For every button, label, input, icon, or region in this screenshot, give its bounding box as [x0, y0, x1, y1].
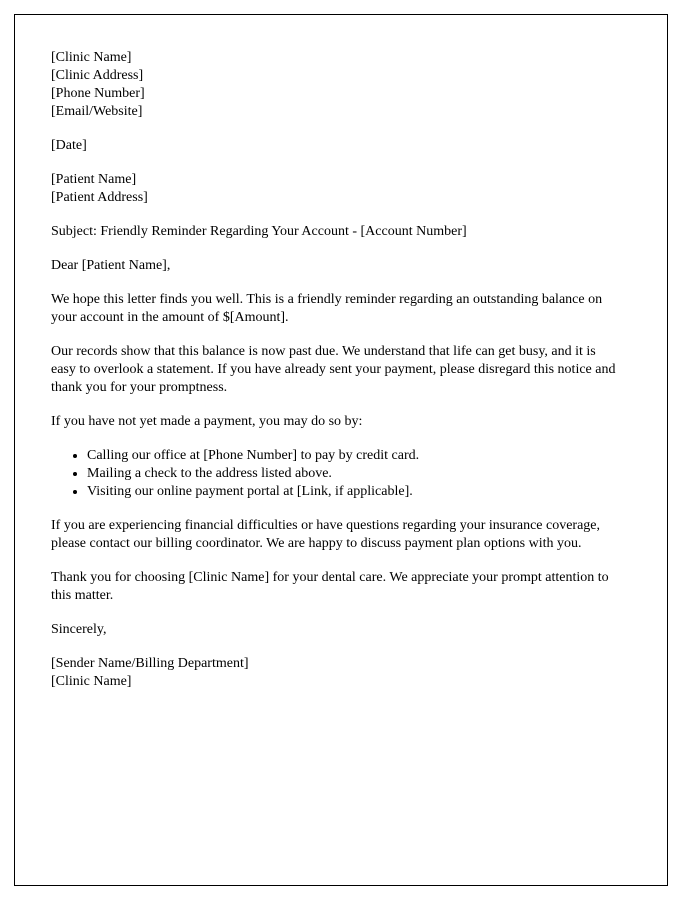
subject-line: Subject: Friendly Reminder Regarding Your Account - [Account Number] — [51, 224, 467, 239]
signature-clinic-line: [Clinic Name] — [51, 674, 132, 689]
patient-name-line: [Patient Name] — [51, 172, 137, 187]
body-paragraph-1: We hope this letter finds you well. This is a friendly reminder regarding an outstanding balance on your account in the amount of $[Amount]. — [51, 292, 603, 325]
payment-option-mail: • Mailing a check to the address listed above. — [87, 465, 621, 483]
recipient-block — [51, 171, 621, 207]
clinic-header-block — [51, 49, 621, 121]
patient-address-line: [Patient Address] — [51, 190, 148, 205]
date-block — [51, 137, 621, 155]
body-paragraph-3: If you have not yet made a payment, you may do so by: — [51, 414, 363, 429]
sender-name-line: [Sender Name/Billing Department] — [51, 656, 249, 671]
clinic-address-line: [Clinic Address] — [51, 68, 144, 83]
clinic-email-line: [Email/Website] — [51, 104, 143, 119]
body-paragraph-2: Our records show that this balance is now past due. We understand that life can get busy, and it is easy to overlook a statement. If you have already sent your payment, please disregard this notice and thank you for your promptness. — [51, 344, 616, 395]
payment-options-list — [51, 447, 621, 501]
salutation-line: Dear [Patient Name], — [51, 258, 171, 273]
date-line: [Date] — [51, 138, 87, 153]
body-paragraph-4: If you are experiencing financial difficulties or have questions regarding your insurance coverage, please contact our billing coordinator. We are happy to discuss payment plan options with you. — [51, 518, 601, 551]
clinic-phone-line: [Phone Number] — [51, 86, 145, 101]
sign-off-line: Sincerely, — [51, 622, 107, 637]
clinic-name-line: [Clinic Name] — [51, 50, 132, 65]
signature-block — [51, 655, 621, 691]
payment-option-portal: • Visiting our online payment portal at [Link, if applicable]. — [87, 483, 621, 501]
payment-option-phone: • Calling our office at [Phone Number] to pay by credit card. — [87, 447, 621, 465]
letter-page — [14, 14, 668, 886]
body-paragraph-5: Thank you for choosing [Clinic Name] for your dental care. We appreciate your prompt attention to this matter. — [51, 570, 609, 603]
